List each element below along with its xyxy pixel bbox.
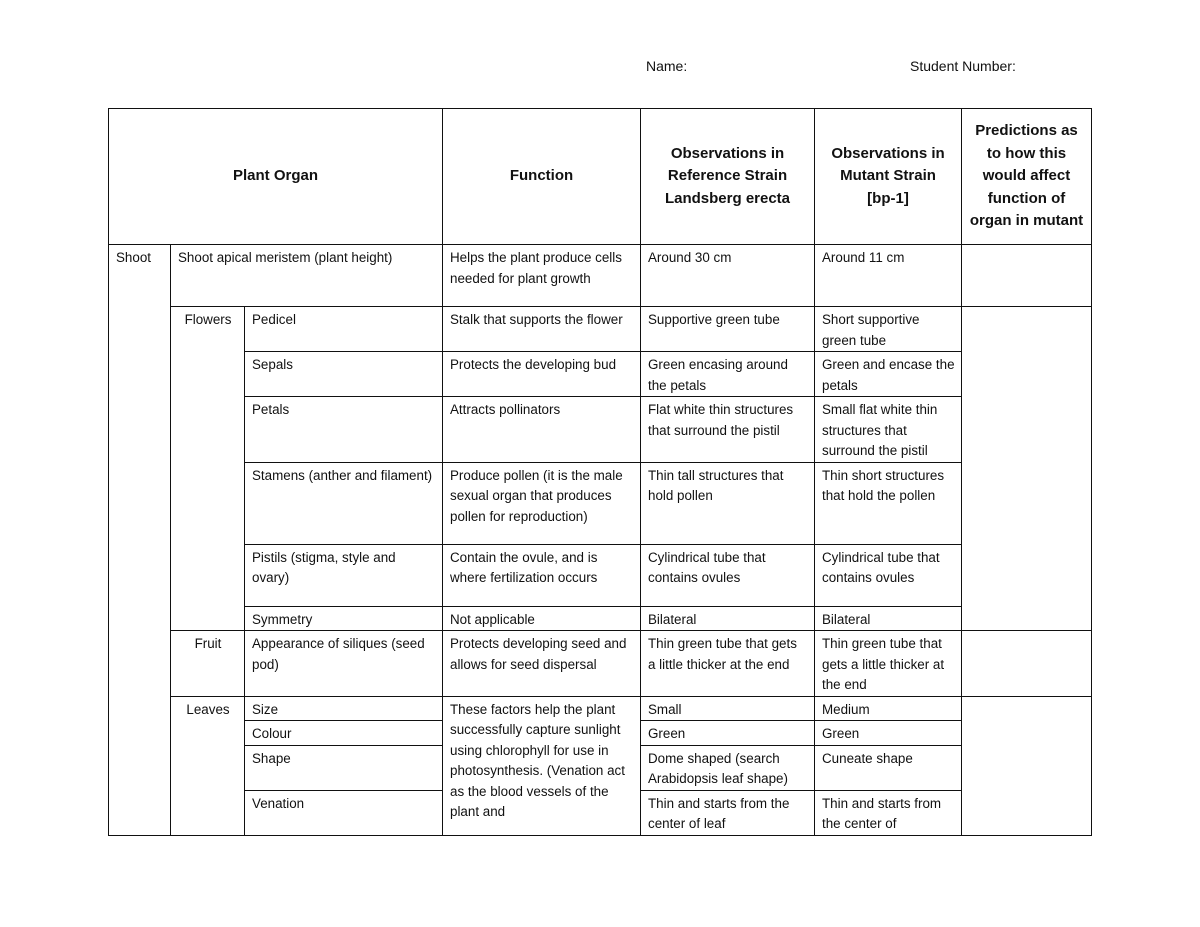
reference-cell: Green encasing around the petals: [641, 352, 815, 397]
mutant-cell: Cylindrical tube that contains ovules: [815, 544, 962, 606]
mutant-cell: Around 11 cm: [815, 245, 962, 307]
reference-cell: Cylindrical tube that contains ovules: [641, 544, 815, 606]
organ-cell: Pistils (stigma, style and ovary): [245, 544, 443, 606]
student-number-label: Student Number:: [910, 58, 1016, 74]
mutant-cell: Bilateral: [815, 606, 962, 631]
prediction-cell[interactable]: [962, 307, 1092, 631]
function-cell: Protects the developing bud: [443, 352, 641, 397]
organ-cell: Symmetry: [245, 606, 443, 631]
organ-cell: Appearance of siliques (seed pod): [245, 631, 443, 697]
mutant-cell: Thin short structures that hold the pollen: [815, 462, 962, 544]
organ-cell: Venation: [245, 790, 443, 835]
name-label: Name:: [646, 58, 688, 74]
plant-organ-header: Plant Organ: [109, 109, 443, 245]
table-row: [109, 397, 1092, 463]
flowers-group-cell: Flowers: [171, 307, 245, 631]
reference-cell: Thin tall structures that hold pollen: [641, 462, 815, 544]
organ-cell: Petals: [245, 397, 443, 463]
table-row: [109, 606, 1092, 631]
mutant-cell: Green and encase the petals: [815, 352, 962, 397]
table-row: [109, 462, 1092, 544]
mutant-header-text: Observations in Mutant Strain: [831, 144, 945, 185]
leaves-group-cell: Leaves: [171, 696, 245, 835]
function-cell: Protects developing seed and allows for seed dispersal: [443, 631, 641, 697]
mutant-cell: Thin green tube that gets a little thicker at the end: [815, 631, 962, 697]
organ-cell: Size: [245, 696, 443, 721]
mutant-cell: Cuneate shape: [815, 745, 962, 790]
table-row: [109, 352, 1092, 397]
function-cell: Produce pollen (it is the male sexual organ that produces pollen for reproduction): [443, 462, 641, 544]
reference-cell: Dome shaped (search Arabidopsis leaf shape): [641, 745, 815, 790]
table-row: [109, 696, 1092, 721]
function-cell: Contain the ovule, and is where fertilization occurs: [443, 544, 641, 606]
organ-cell: Sepals: [245, 352, 443, 397]
mutant-strain-header: [815, 109, 962, 245]
table-row: [109, 245, 1092, 307]
table-row: [109, 631, 1092, 697]
prediction-cell[interactable]: [962, 696, 1092, 835]
mutant-cell: Medium: [815, 696, 962, 721]
header-row: [109, 109, 1092, 245]
function-cell: Stalk that supports the flower: [443, 307, 641, 352]
reference-cell: Bilateral: [641, 606, 815, 631]
mutant-strain-name: [bp-1]: [867, 189, 909, 207]
function-cell: Not applicable: [443, 606, 641, 631]
reference-strain-name: Landsberg erecta: [664, 189, 791, 207]
reference-cell: Thin and starts from the center of leaf: [641, 790, 815, 835]
mutant-cell: Green: [815, 721, 962, 746]
organ-cell: Pedicel: [245, 307, 443, 352]
organ-cell: Shape: [245, 745, 443, 790]
reference-cell: Around 30 cm: [641, 245, 815, 307]
prediction-cell[interactable]: [962, 631, 1092, 697]
reference-cell: Flat white thin structures that surround the pistil: [641, 397, 815, 463]
reference-cell: Green: [641, 721, 815, 746]
function-cell: Attracts pollinators: [443, 397, 641, 463]
table-row: [109, 544, 1092, 606]
mutant-cell: Thin and starts from the center of: [815, 790, 962, 835]
organ-cell: Colour: [245, 721, 443, 746]
table-row: [109, 307, 1092, 352]
organ-cell: Stamens (anther and filament): [245, 462, 443, 544]
prediction-cell[interactable]: [962, 245, 1092, 307]
reference-cell: Small: [641, 696, 815, 721]
reference-header-text: Observations in Reference Strain: [667, 144, 788, 185]
reference-cell: Thin green tube that gets a little thicker at the end: [641, 631, 815, 697]
predictions-header: Predictions as to how this would affect function of organ in mutant: [962, 109, 1092, 245]
reference-cell: Supportive green tube: [641, 307, 815, 352]
fruit-group-cell: Fruit: [171, 631, 245, 697]
reference-strain-header: [641, 109, 815, 245]
organ-cell: Shoot apical meristem (plant height): [171, 245, 443, 307]
observation-table: [108, 108, 1092, 836]
mutant-cell: Small flat white thin structures that surround the pistil: [815, 397, 962, 463]
function-cell: These factors help the plant successfully capture sunlight using chlorophyll for use in photosynthesis. (Venation act as the blood vessels of the plant and: [443, 696, 641, 835]
mutant-cell: Short supportive green tube: [815, 307, 962, 352]
shoot-group-cell: Shoot: [109, 245, 171, 836]
function-header: Function: [443, 109, 641, 245]
function-cell: Helps the plant produce cells needed for plant growth: [443, 245, 641, 307]
